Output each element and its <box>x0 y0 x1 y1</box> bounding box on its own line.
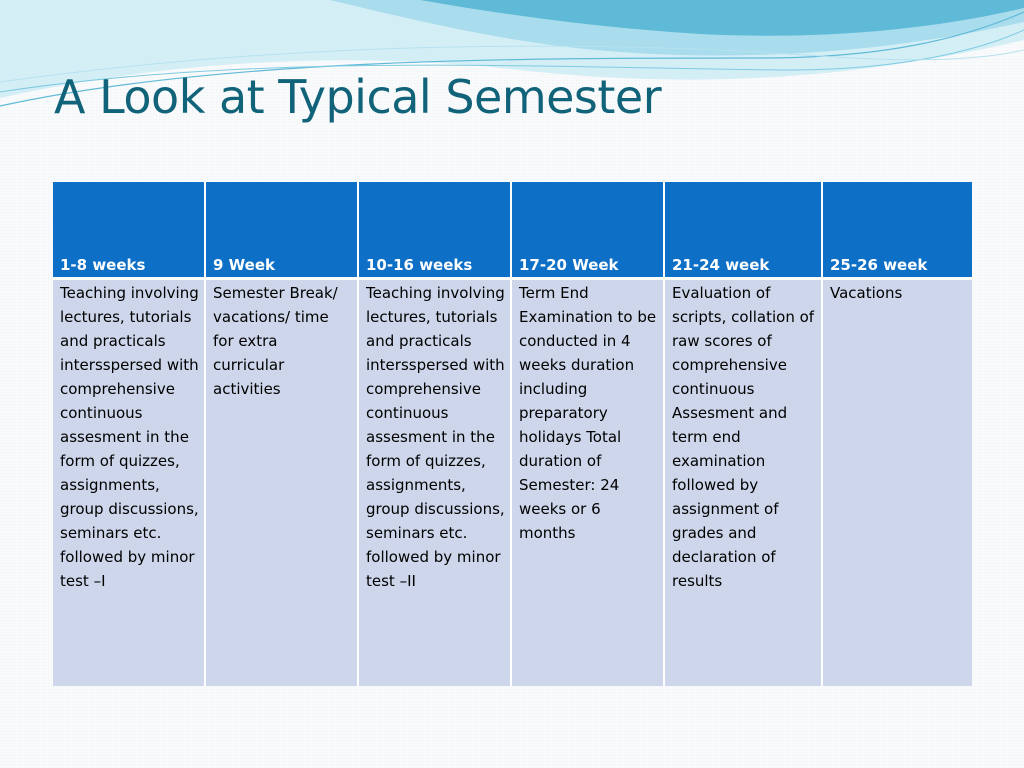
table-cell: Term End Examination to be conducted in 4 weeks duration including preparatory holidays Total duration of Semester: 24 weeks or 6 months <box>512 280 665 686</box>
table-cell: Teaching involving lectures, tutorials and practicals intersspersed with comprehensive continuous assesment in the form of quizzes, assignments, group discussions, seminars etc. followed by minor test –II <box>359 280 512 686</box>
table-header-cell: 9 Week <box>206 182 359 280</box>
slide-title: A Look at Typical Semester <box>54 70 662 124</box>
table-cell: Semester Break/ vacations/ time for extra curricular activities <box>206 280 359 686</box>
table-header-cell: 17-20 Week <box>512 182 665 280</box>
semester-table <box>53 182 972 686</box>
table-cell: Vacations <box>823 280 972 686</box>
table-header-cell: 1-8 weeks <box>53 182 206 280</box>
table-header-row <box>53 182 972 280</box>
table-header-cell: 10-16 weeks <box>359 182 512 280</box>
table-cell: Teaching involving lectures, tutorials and practicals intersspersed with comprehensive continuous assesment in the form of quizzes, assignments, group discussions, seminars etc. followed by minor test –I <box>53 280 206 686</box>
table-row <box>53 280 972 686</box>
table-header-cell: 21-24 week <box>665 182 823 280</box>
table-cell: Evaluation of scripts, collation of raw scores of comprehensive continuous Assesment and term end examination followed by assignment of grades and declaration of results <box>665 280 823 686</box>
table-header-cell: 25-26 week <box>823 182 972 280</box>
